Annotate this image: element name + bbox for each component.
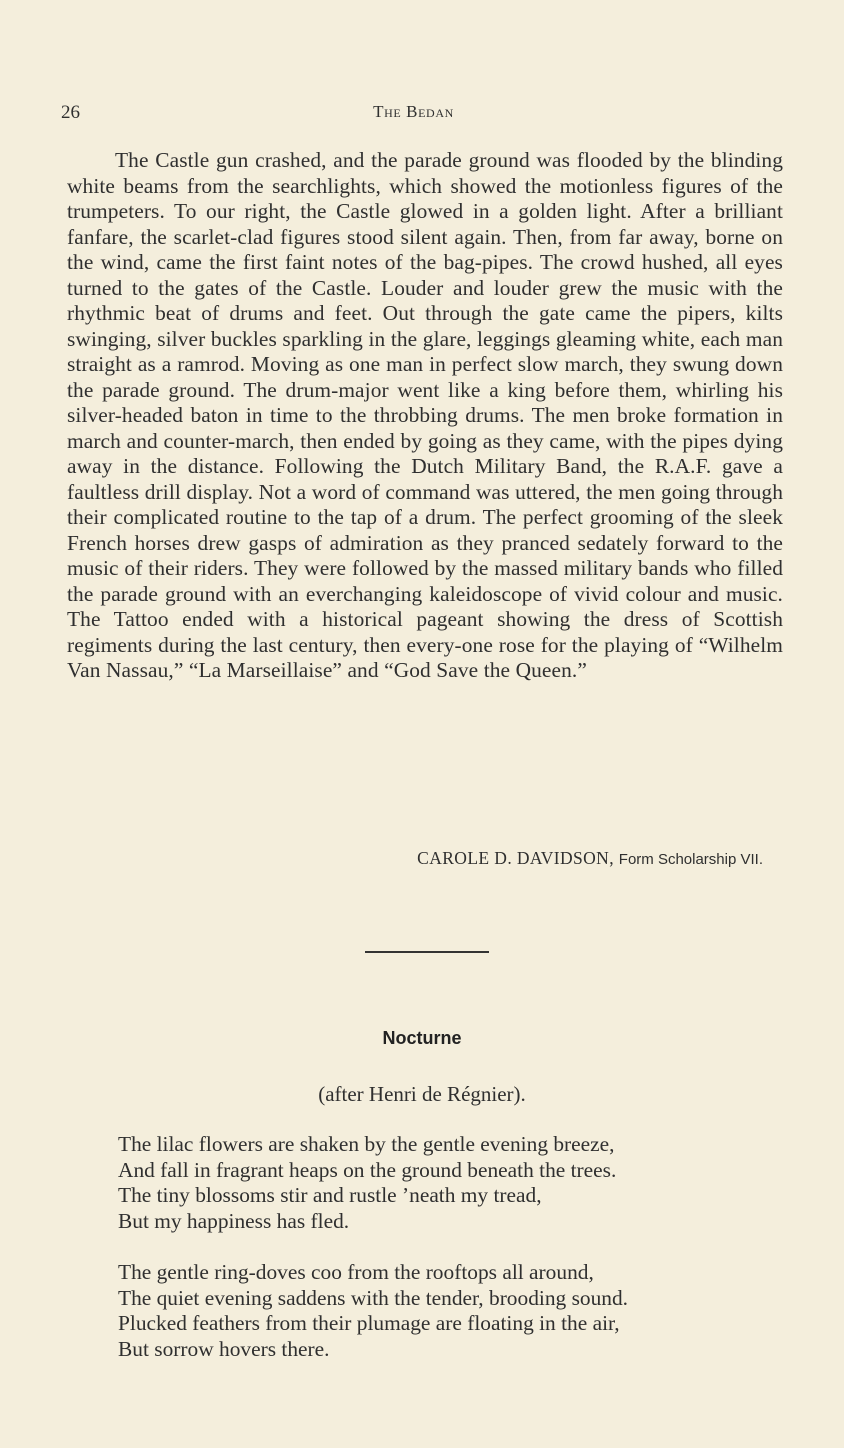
page-header (61, 102, 766, 126)
poem-subtitle: (after Henri de Régnier). (318, 1082, 526, 1106)
author-name: CAROLE D. DAVIDSON, (417, 848, 614, 868)
poem-line: The tiny blossoms stir and rustle ’neath my tread, (118, 1183, 542, 1207)
poem-line: The lilac flowers are shaken by the gentle evening breeze, (118, 1132, 615, 1156)
poem-line: Plucked feathers from their plumage are floating in the air, (118, 1311, 620, 1335)
section-divider (365, 951, 489, 953)
poem-title: Nocturne (382, 1028, 462, 1048)
poem-line: But my happiness has fled. (118, 1208, 350, 1233)
poem-stanza-2 (118, 1260, 808, 1362)
article-paragraph: The Castle gun crashed, and the parade ground was flooded by the blinding white beams from the searchlights, which showed the motionless figures of the trumpeters. To our right, the Castle glowed in a golden light. After a brilliant fanfare, the scarlet-clad figures stood silent again. Then, from far away, borne on the wind, came the first faint notes of the bag-pipes. The crowd hushed, all eyes turned to the gates of the Castle. Louder and louder grew the music with the rhythmic beat of drums and feet. Out through the gate came the pipers, kilts swinging, silver buckles sparkling in the glare, leggings gleaming white, each man straight as a ramrod. Moving as one man in perfect slow march, they swung down the parade ground. The drum-major went like a king before them, whirling his silver-headed baton in time to the throbbing drums. The men broke formation in march and counter-march, then ended by going as they came, with the pipes dying away in the distance. Following the Dutch Military Band, the R.A.F. gave a faultless drill display. Not a word of command was uttered, the men going through their complicated routine to the tap of a drum. The perfect grooming of the sleek French horses drew gasps of admiration as they pranced sedately forward to the music of their riders. They were followed by the massed military bands who filled the parade ground with an everchanging kaleidoscope of vivid colour and music. The Tattoo ended with a historical pageant showing the dress of Scottish regiments during the last century, then every-one rose for the playing of “Wilhelm Van Nassau,” “La Marseillaise” and “God Save the Queen.” (67, 148, 783, 682)
author-form: Form Scholarship VII. (618, 851, 763, 868)
poem-line: And fall in fragrant heaps on the ground beneath the trees. (118, 1157, 617, 1182)
author-signature (417, 848, 763, 869)
page-number: 26 (61, 102, 80, 123)
poem-stanza-1 (118, 1132, 808, 1234)
running-head: The Bedan (373, 102, 454, 121)
poem-line: The gentle ring-doves coo from the rooftops all around, (118, 1260, 594, 1284)
poem-line: But sorrow hovers there. (118, 1336, 330, 1361)
poem-line: The quiet evening saddens with the tender, brooding sound. (118, 1285, 629, 1310)
